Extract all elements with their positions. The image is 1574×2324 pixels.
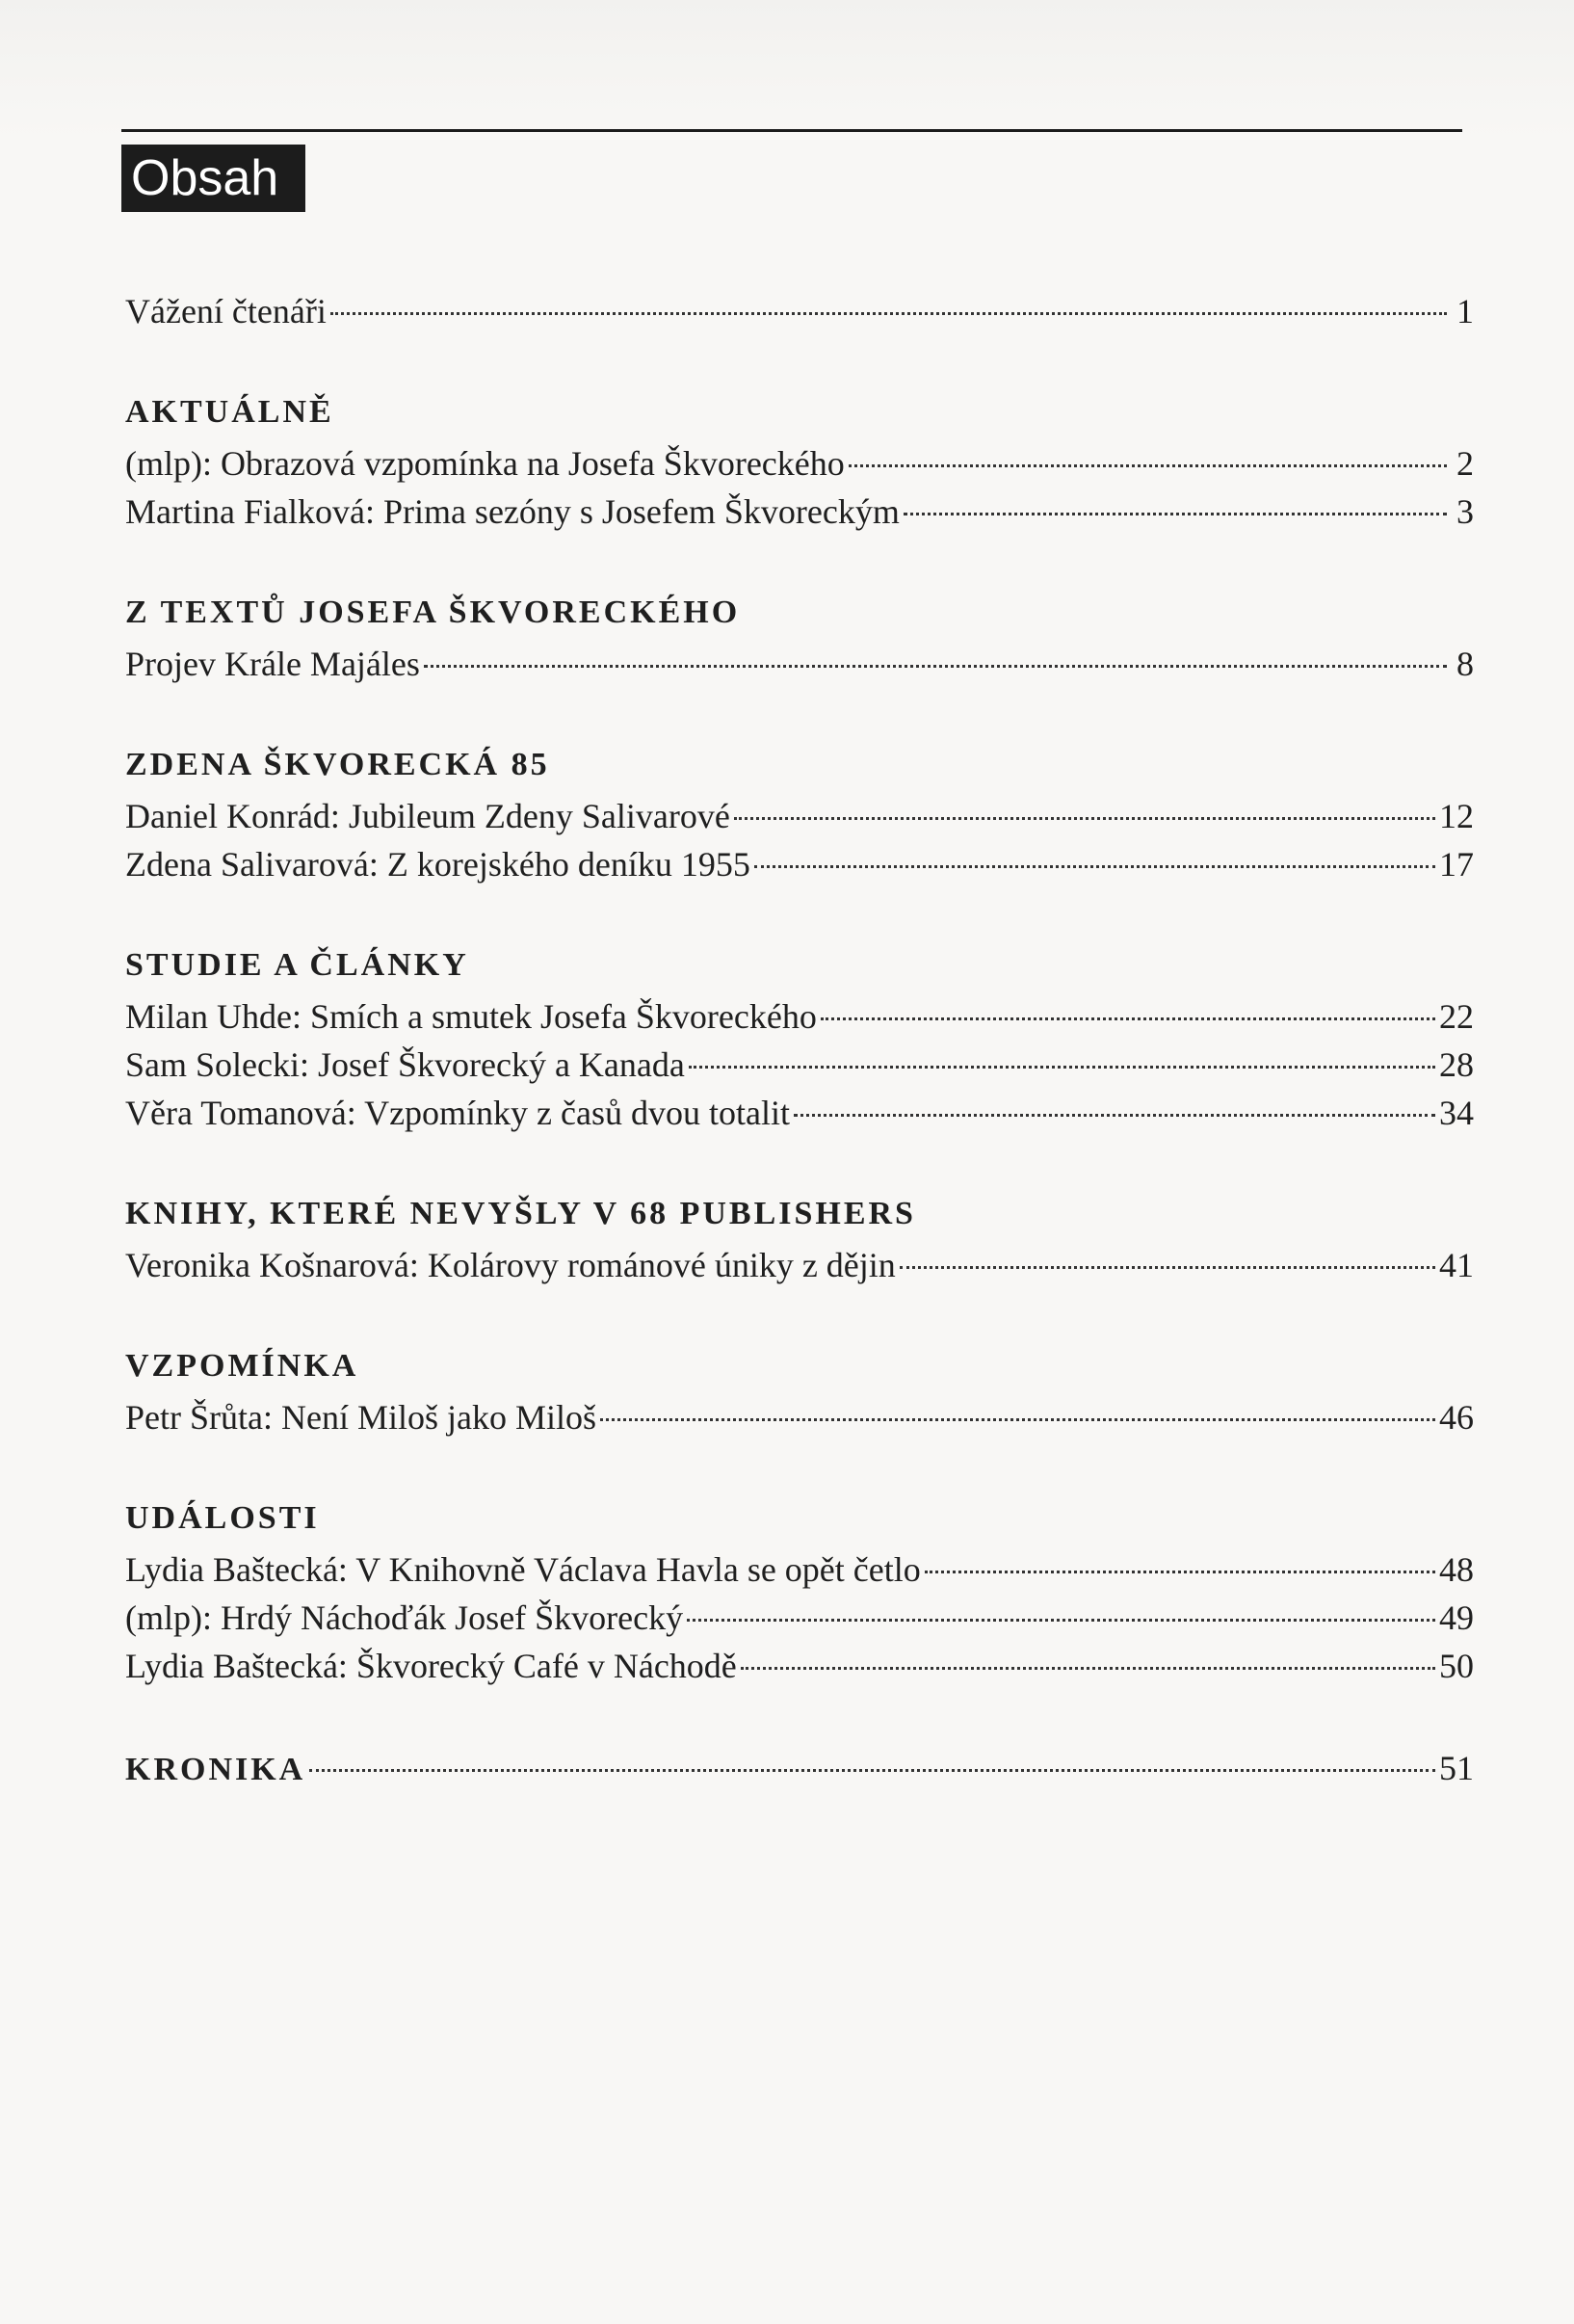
- toc-entry-page: 49: [1439, 1598, 1474, 1637]
- dot-leader: [424, 665, 1447, 668]
- toc-section: [125, 590, 1474, 688]
- section-heading: VZPOMÍNKA: [125, 1348, 359, 1384]
- toc-entry[interactable]: [125, 792, 1474, 840]
- dot-leader: [689, 1066, 1435, 1069]
- toc-entry-page: 17: [1439, 845, 1474, 884]
- dot-leader: [900, 1266, 1435, 1269]
- toc-entry-title: Zdena Salivarová: Z korejského deníku 1955: [125, 845, 750, 884]
- section-heading: Z TEXTŮ JOSEFA ŠKVORECKÉHO: [125, 594, 741, 630]
- toc-section: [125, 1343, 1474, 1441]
- dot-leader: [904, 513, 1447, 515]
- dot-leader: [925, 1571, 1435, 1573]
- dot-leader: [849, 464, 1447, 467]
- toc-entry[interactable]: [125, 1594, 1474, 1642]
- toc-entry-page: 1: [1456, 292, 1474, 330]
- toc-entry[interactable]: [125, 1642, 1474, 1690]
- toc-section: [125, 742, 1474, 888]
- toc-entry[interactable]: [125, 992, 1474, 1041]
- toc-entry-title: KRONIKA: [125, 1752, 306, 1787]
- toc-entry[interactable]: [125, 640, 1474, 688]
- toc-section-intro: [125, 287, 1474, 335]
- dot-leader: [794, 1114, 1435, 1117]
- section-heading: UDÁLOSTI: [125, 1500, 320, 1536]
- toc-section: [125, 1191, 1474, 1289]
- toc-entry-title: Veronika Košnarová: Kolárovy románové úniky z dějin: [125, 1246, 896, 1284]
- toc-entry-title: Vážení čtenáři: [125, 292, 327, 330]
- page-title: Obsah: [121, 145, 305, 212]
- toc-entry-page: 50: [1439, 1647, 1474, 1685]
- toc-entry-title: Lydia Baštecká: Škvorecký Café v Náchodě: [125, 1647, 737, 1685]
- toc-entry-page: 28: [1439, 1045, 1474, 1084]
- toc-entry-page: 34: [1439, 1094, 1474, 1132]
- toc-entry-title: Milan Uhde: Smích a smutek Josefa Škvoreckého: [125, 997, 817, 1036]
- header-rule: [121, 129, 1462, 132]
- dot-leader: [741, 1667, 1435, 1670]
- toc-section: [125, 389, 1474, 536]
- dot-leader: [309, 1769, 1435, 1772]
- toc-section: [125, 1495, 1474, 1690]
- toc-entry-title: Petr Šrůta: Není Miloš jako Miloš: [125, 1398, 596, 1437]
- toc-section-kronika: [125, 1744, 1474, 1792]
- toc-entry[interactable]: [125, 1241, 1474, 1289]
- dot-leader: [330, 312, 1447, 315]
- section-heading: ZDENA ŠKVORECKÁ 85: [125, 747, 550, 782]
- dot-leader: [754, 865, 1435, 868]
- toc-entry-page: 51: [1439, 1749, 1474, 1787]
- toc-entry-title: Věra Tomanová: Vzpomínky z časů dvou totalit: [125, 1094, 790, 1132]
- toc-entry[interactable]: [125, 1041, 1474, 1089]
- toc-entry-title: Martina Fialková: Prima sezóny s Josefem Škvoreckým: [125, 492, 900, 531]
- section-heading: KNIHY, KTERÉ NEVYŠLY V 68 PUBLISHERS: [125, 1196, 916, 1231]
- section-heading: AKTUÁLNĚ: [125, 394, 334, 430]
- toc-entry[interactable]: [125, 1393, 1474, 1441]
- dot-leader: [687, 1619, 1435, 1622]
- toc-entry-page: 48: [1439, 1550, 1474, 1589]
- dot-leader: [734, 817, 1435, 820]
- toc-section: [125, 942, 1474, 1137]
- toc-entry-page: 2: [1456, 444, 1474, 483]
- toc-entry-page: 22: [1439, 997, 1474, 1036]
- toc-entry-title: Sam Solecki: Josef Škvorecký a Kanada: [125, 1045, 685, 1084]
- toc-entry-title: Projev Krále Majáles: [125, 645, 420, 683]
- toc-entry-title: Daniel Konrád: Jubileum Zdeny Salivarové: [125, 797, 730, 835]
- dot-leader: [600, 1418, 1435, 1421]
- toc-entry-title: Lydia Baštecká: V Knihovně Václava Havla se opět četlo: [125, 1550, 921, 1589]
- toc-entry[interactable]: [125, 439, 1474, 488]
- toc-entry-page: 3: [1456, 492, 1474, 531]
- toc-entry-page: 8: [1456, 645, 1474, 683]
- section-heading: STUDIE A ČLÁNKY: [125, 947, 469, 983]
- toc-entry-page: 46: [1439, 1398, 1474, 1437]
- toc-entry-title: (mlp): Obrazová vzpomínka na Josefa Škvoreckého: [125, 444, 845, 483]
- toc-entry-page: 41: [1439, 1246, 1474, 1284]
- toc-entry[interactable]: [125, 1744, 1474, 1792]
- dot-leader: [821, 1017, 1435, 1020]
- table-of-contents: [125, 287, 1474, 1792]
- toc-entry-page: 12: [1439, 797, 1474, 835]
- toc-entry-title: (mlp): Hrdý Náchoďák Josef Škvorecký: [125, 1598, 684, 1637]
- toc-entry[interactable]: [125, 287, 1474, 335]
- toc-entry[interactable]: [125, 840, 1474, 888]
- toc-entry[interactable]: [125, 1089, 1474, 1137]
- toc-entry[interactable]: [125, 1545, 1474, 1594]
- toc-entry[interactable]: [125, 488, 1474, 536]
